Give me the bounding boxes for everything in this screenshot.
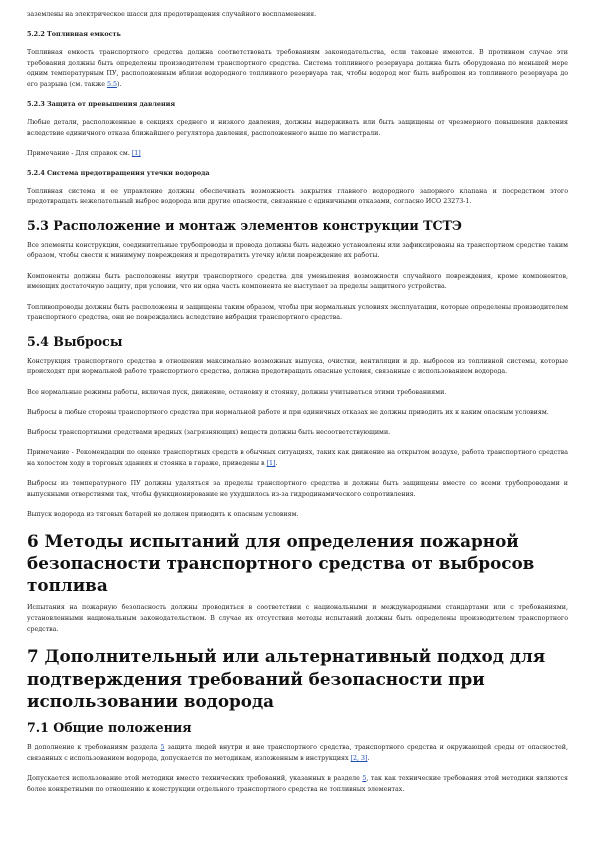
heading-section-6: 6 Методы испытаний для определения пожарной безопасности транспортного средства от выбросов топлива <box>27 530 535 596</box>
text-run: , так как технические требования этой методики являются более конкретными по отношению к конструкции отдельного транспортного средства не топливных элементах. <box>27 775 569 793</box>
text-fuel-capacity <box>27 48 568 92</box>
reference-link[interactable]: 5 <box>160 744 165 751</box>
text-7-1-1 <box>27 743 568 765</box>
text-emissions-5: Выбросы из температурного ПУ должны удаляться за пределы транспортного средства и должны быть защищены вместе со всеми трубопроводами и выпускными отверстиями так, чтобы функционирование не ухудшилось из-за гидродинамического сопротивления. <box>27 479 568 498</box>
text-run: Топливная емкость транспортного средства должна соответствовать требованиям законодательства, если таковые имеются. В противном случае эти требования должны быть определены производителем транспортного средства. Система топливного резервуара должна быть оборудована по меньшей мере одним температурным ПУ, расположенным вблизи водородного топливного резервуара так, чтобы водород мог быть выброшен из топливного резервуара до его разрыва (см. также <box>27 48 568 89</box>
text-leak-prevention: Топливная система и ее управление должны обеспечивать возможность закрытия главного водородного запорного клапана и посредством этого предотвращать нежелательный выброс водорода или другие опасности, связанные с единичными отказами, согласно ИСО 23273-1. <box>27 187 568 206</box>
text-section-6: Испытания на пожарную безопасность должны проводиться в соответствии с национальными и международными стандартами или с требованиями, установленными национальным законодательством. В случае их отсутствия методы испытаний должны быть определены производителем транспортного средства. <box>27 604 568 634</box>
text-note-2 <box>27 448 568 470</box>
text-emissions-2: Все нормальные режимы работы, включая пуск, движение, остановку и стоянку, должны учитываться этими требованиями. <box>27 388 447 396</box>
heading-5-3: 5.3 Расположение и монтаж элементов конструкции ТСТЭ <box>27 217 462 233</box>
text-run: . <box>367 754 370 762</box>
text-run: Допускается использование этой методики вместо технических требований, указанных в разделе <box>27 775 363 782</box>
text-emissions-6: Выпуск водорода из тяговых батарей не должен приводить к опасным условиям. <box>27 510 299 518</box>
reference-link[interactable]: [2, 3] <box>350 754 368 762</box>
text-run: Примечание - Для справок см. <box>27 149 132 157</box>
reference-link[interactable]: 5 <box>362 775 367 782</box>
text-run: ). <box>116 81 122 89</box>
text-overpressure: Любые детали, расположенные в секциях среднего и низкого давления, должны выдерживать или быть защищены от чрезмерного повышения давления вследствие единичного отказа ближайшего регулятора давления, расположенного выше по магистрали. <box>27 118 568 137</box>
text-note-1 <box>27 149 568 160</box>
text-mounting-2: Компоненты должны быть расположены внутри транспортного средства для уменьшения возможности случайного повреждения, кроме компонентов, имеющих достаточную защиту, при условии, что ни одна часть компонента не выступает за пределы защитного устройства. <box>27 272 568 291</box>
heading-7-1: 7.1 Общие положения <box>27 720 192 735</box>
heading-5-2-4: 5.2.4 Система предотвращения утечки водорода <box>27 169 210 177</box>
text-emissions-4: Выбросы транспортными средствами вредных (загрязняющих) веществ должны быть несоответствующими. <box>27 428 391 436</box>
text-run: защита людей внутри и вне транспортного средства, транспортного средства и окружающей среды от опасностей, связанных с использованием водорода, допускается по методикам, изложенным в инструкциях <box>27 744 568 762</box>
text-7-1-2 <box>27 774 568 796</box>
text-emissions-1: Конструкция транспортного средства в отношении максимально возможных выпуска, очистки, вентиляции и др. выбросов из топливной системы, которые происходят при нормальной работе транспортного средства, должна предотвращать опасные условия, связанные с использованием водорода. <box>27 357 568 376</box>
heading-5-4: 5.4 Выбросы <box>27 333 123 349</box>
text-grounding: заземлены на электрическое шасси для предотвращения случайного воспламенения. <box>27 11 317 18</box>
reference-link[interactable]: [1] <box>131 149 141 157</box>
text-mounting-3: Топливопроводы должны быть расположены и защищены таким образом, чтобы при нормальных условиях эксплуатации, которые определены производителем транспортного средства, они не повреждались вследствие вибрации транспортного средства. <box>27 303 568 322</box>
text-run: Примечание - Рекомендации по оценке транспортных средств в обычных ситуациях, таких как движение на открытом воздухе, работа транспортного средства на холостом ходу в торговых зданиях и стоянка в гараже, приведены в <box>27 448 568 467</box>
text-run: В дополнение к требованиям раздела <box>27 744 161 751</box>
heading-5-2-2: 5.2.2 Топливная емкость <box>27 30 121 39</box>
text-emissions-3: Выбросы в любые стороны транспортного средства при нормальной работе и при единичных отказах не должны приводить их к каким опасным условиям. <box>27 408 549 416</box>
reference-link[interactable]: 5.5 <box>106 81 117 89</box>
heading-section-7: 7 Дополнительный или альтернативный подход для подтверждения требований безопасности при использовании водорода <box>27 646 546 711</box>
heading-5-2-3: 5.2.3 Защита от превышения давления <box>27 100 176 109</box>
text-mounting-1: Все элементы конструкции, соединительные трубопроводы и провода должны быть надежно установлены или зафиксированы на транспортном средстве таким образом, чтобы свести к минимуму повреждения и предотвратить утечку и/или повреждение их работы. <box>27 241 568 260</box>
text-run: . <box>275 459 278 467</box>
reference-link[interactable]: [1] <box>266 459 276 467</box>
